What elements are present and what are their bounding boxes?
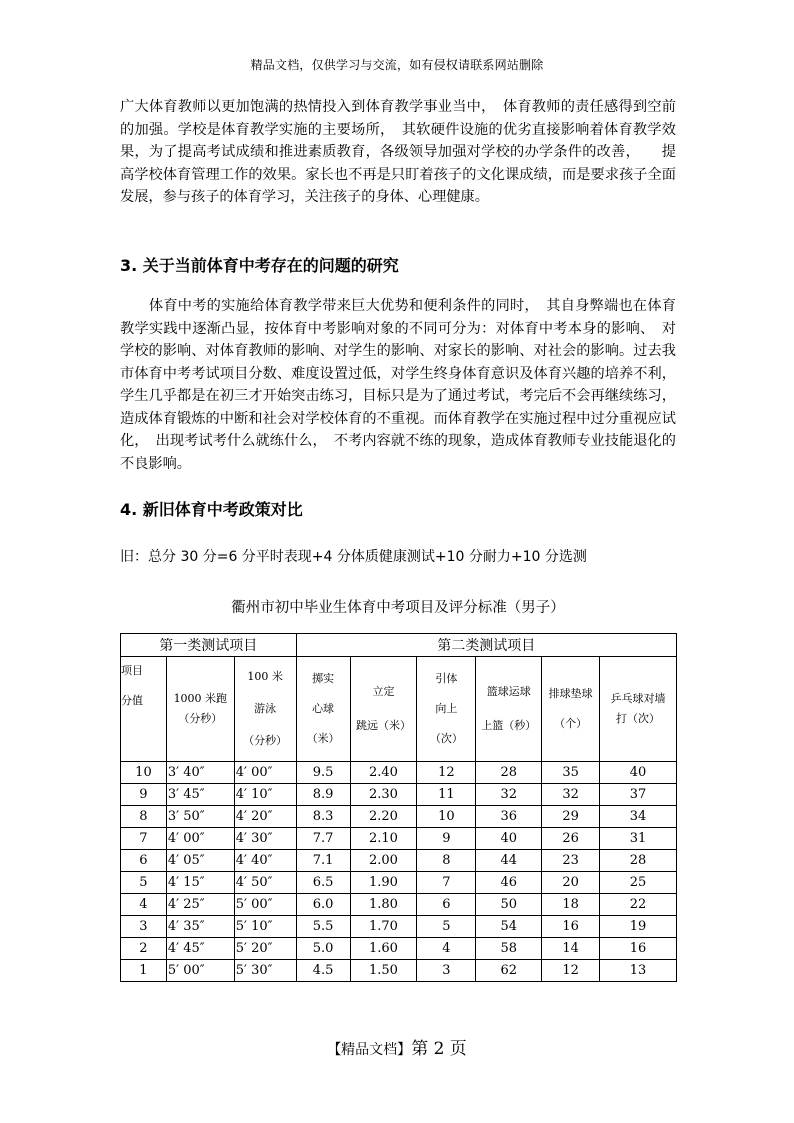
swim100-cell: 4′ 50″ bbox=[234, 872, 296, 894]
run1000-cell: 4′ 00″ bbox=[166, 828, 234, 850]
pullup-cell: 4 bbox=[417, 938, 476, 960]
pullup-cell: 6 bbox=[417, 894, 476, 916]
pullup-cell: 9 bbox=[417, 828, 476, 850]
pullup-cell: 5 bbox=[417, 916, 476, 938]
basketball-cell: 40 bbox=[476, 828, 542, 850]
pullup-label2: 向上 bbox=[435, 702, 458, 715]
pullup-label: 引体 bbox=[435, 672, 458, 685]
table-row bbox=[121, 762, 677, 784]
page-header: 精品文档，仅供学习与交流，如有侵权请联系网站删除 bbox=[250, 58, 544, 72]
table-row bbox=[121, 806, 677, 828]
score-cell: 9 bbox=[121, 784, 167, 806]
pullup-cell: 10 bbox=[417, 806, 476, 828]
basketball-cell: 58 bbox=[476, 938, 542, 960]
pingpong-unit: 打（次） bbox=[616, 712, 661, 725]
jump-cell: 2.40 bbox=[350, 762, 417, 784]
shot-label2: 心球 bbox=[312, 702, 335, 715]
group1-header: 第一类测试项目 bbox=[121, 634, 297, 657]
pullup-header bbox=[417, 657, 476, 762]
run1000-cell: 4′ 05″ bbox=[166, 850, 234, 872]
swim100-unit: （分秒） bbox=[243, 734, 288, 747]
jump-cell: 2.30 bbox=[350, 784, 417, 806]
pingpong-cell: 34 bbox=[600, 806, 677, 828]
score-cell: 4 bbox=[121, 894, 167, 916]
basketball-header bbox=[476, 657, 542, 762]
pingpong-cell: 16 bbox=[600, 938, 677, 960]
old-policy-line: 旧：总分 30 分=6 分平时表现+4 分体质健康测试+10 分耐力+10 分选测 bbox=[120, 549, 587, 565]
pingpong-label: 乒乓球对墙 bbox=[610, 692, 666, 705]
run1000-cell: 3′ 50″ bbox=[166, 806, 234, 828]
score-cell: 7 bbox=[121, 828, 167, 850]
score-label: 分值 bbox=[121, 694, 143, 707]
shot-unit: （米） bbox=[306, 732, 340, 745]
run1000-cell: 5′ 00″ bbox=[166, 960, 234, 982]
shot-cell: 6.0 bbox=[296, 894, 350, 916]
pingpong-header bbox=[600, 657, 677, 762]
table-row bbox=[121, 828, 677, 850]
shot-cell: 4.5 bbox=[296, 960, 350, 982]
basketball-cell: 46 bbox=[476, 872, 542, 894]
pingpong-cell: 22 bbox=[600, 894, 677, 916]
jump-cell: 1.50 bbox=[350, 960, 417, 982]
jump-unit: 跳远（米） bbox=[355, 719, 411, 732]
paragraph-1: 广大体育教师以更加饱满的热情投入到体育教学事业当中， 体育教师的责任感得到空前的加强。学校是体育教学实施的主要场所， 其软硬件设施的优劣直接影响着体育教学效果，为了提高考试成绩和推进素质教育，各级领导加强对学校的办学条件的改善， 提高学校体育管理工作的效果。家长也不再是只盯着孩子的文化课成绩，而是要求孩子全面发展，参与孩子的体育学习，关注孩子的身体、心理健康。 bbox=[120, 99, 676, 205]
jump-label: 立定 bbox=[372, 685, 395, 698]
shot-cell: 8.3 bbox=[296, 806, 350, 828]
swim100-cell: 4′ 10″ bbox=[234, 784, 296, 806]
run1000-cell: 3′ 40″ bbox=[166, 762, 234, 784]
score-table-body bbox=[121, 762, 677, 982]
volleyball-label: 排球垫球 bbox=[548, 687, 593, 700]
basketball-cell: 44 bbox=[476, 850, 542, 872]
pingpong-cell: 31 bbox=[600, 828, 677, 850]
shot-header bbox=[296, 657, 350, 762]
pullup-cell: 12 bbox=[417, 762, 476, 784]
pingpong-cell: 40 bbox=[600, 762, 677, 784]
volleyball-cell: 18 bbox=[542, 894, 600, 916]
basketball-cell: 50 bbox=[476, 894, 542, 916]
shot-cell: 6.5 bbox=[296, 872, 350, 894]
run1000-header bbox=[166, 657, 234, 762]
shot-cell: 8.9 bbox=[296, 784, 350, 806]
section-3-heading: 3. 关于当前体育中考存在的问题的研究 bbox=[120, 256, 399, 275]
pingpong-cell: 28 bbox=[600, 850, 677, 872]
run1000-cell: 4′ 15″ bbox=[166, 872, 234, 894]
swim100-cell: 5′ 20″ bbox=[234, 938, 296, 960]
pingpong-cell: 19 bbox=[600, 916, 677, 938]
run1000-label: 1000 米跑 bbox=[173, 692, 228, 705]
swim100-cell: 4′ 00″ bbox=[234, 762, 296, 784]
volleyball-cell: 32 bbox=[542, 784, 600, 806]
shot-cell: 9.5 bbox=[296, 762, 350, 784]
paragraph-2: 体育中考的实施给体育教学带来巨大优势和便利条件的同时， 其自身弊端也在体育教学实践中逐渐凸显，按体育中考影响对象的不同可分为：对体育中考本身的影响、 对学校的影响、对体育教师的影响、对学生的影响、对家长的影响、对社会的影响。过去我市体育中考考试项目分数、难度设置过低，对学生终身体育意识及体育兴趣的培养不利，学生几乎都是在初三才开始突击练习，目标只是为了通过考试，考完后不会再继续练习，造成体育锻炼的中断和社会对学校体育的不重视。而体育教学在实施过程中过分重视应试化， 出现考试考什么就练什么， 不考内容就不练的现象，造成体育教师专业技能退化的不良影响。 bbox=[120, 298, 676, 472]
pullup-unit: （次） bbox=[429, 732, 463, 745]
swim100-cell: 5′ 10″ bbox=[234, 916, 296, 938]
table-row bbox=[121, 784, 677, 806]
score-cell: 8 bbox=[121, 806, 167, 828]
run1000-cell: 4′ 45″ bbox=[166, 938, 234, 960]
table-row bbox=[121, 872, 677, 894]
swim100-header bbox=[234, 657, 296, 762]
footer-page-number: 第 2 页 bbox=[411, 1039, 467, 1059]
score-cell: 6 bbox=[121, 850, 167, 872]
swim100-cell: 5′ 30″ bbox=[234, 960, 296, 982]
volleyball-unit: （个） bbox=[554, 717, 588, 730]
jump-cell: 1.90 bbox=[350, 872, 417, 894]
column-header-row bbox=[121, 657, 677, 762]
run1000-cell: 4′ 35″ bbox=[166, 916, 234, 938]
shot-cell: 7.1 bbox=[296, 850, 350, 872]
jump-cell: 1.70 bbox=[350, 916, 417, 938]
pullup-cell: 11 bbox=[417, 784, 476, 806]
jump-cell: 1.80 bbox=[350, 894, 417, 916]
score-cell: 2 bbox=[121, 938, 167, 960]
basketball-cell: 54 bbox=[476, 916, 542, 938]
volleyball-cell: 12 bbox=[542, 960, 600, 982]
pingpong-cell: 25 bbox=[600, 872, 677, 894]
score-cell: 10 bbox=[121, 762, 167, 784]
shot-cell: 5.0 bbox=[296, 938, 350, 960]
shot-cell: 7.7 bbox=[296, 828, 350, 850]
swim100-cell: 4′ 30″ bbox=[234, 828, 296, 850]
shot-label: 掷实 bbox=[312, 672, 335, 685]
score-cell: 1 bbox=[121, 960, 167, 982]
score-table bbox=[120, 633, 677, 982]
table-row bbox=[121, 960, 677, 982]
table-row bbox=[121, 894, 677, 916]
swim100-label: 100 米 bbox=[247, 670, 283, 683]
basketball-cell: 62 bbox=[476, 960, 542, 982]
volleyball-header bbox=[542, 657, 600, 762]
run1000-cell: 3′ 45″ bbox=[166, 784, 234, 806]
volleyball-cell: 26 bbox=[542, 828, 600, 850]
page-footer bbox=[0, 1034, 794, 1059]
volleyball-cell: 35 bbox=[542, 762, 600, 784]
jump-cell: 1.60 bbox=[350, 938, 417, 960]
section-4-heading: 4. 新旧体育中考政策对比 bbox=[120, 500, 303, 519]
volleyball-cell: 29 bbox=[542, 806, 600, 828]
item-label: 项目 bbox=[121, 664, 143, 677]
basketball-label: 篮球运球 bbox=[486, 685, 531, 698]
pullup-cell: 8 bbox=[417, 850, 476, 872]
swim100-cell: 4′ 20″ bbox=[234, 806, 296, 828]
swim100-label2: 游泳 bbox=[254, 702, 277, 715]
table-row bbox=[121, 850, 677, 872]
swim100-cell: 5′ 00″ bbox=[234, 894, 296, 916]
item-score-header bbox=[121, 657, 167, 762]
basketball-unit: 上篮（秒） bbox=[481, 719, 537, 732]
score-cell: 5 bbox=[121, 872, 167, 894]
swim100-cell: 4′ 40″ bbox=[234, 850, 296, 872]
basketball-cell: 32 bbox=[476, 784, 542, 806]
jump-cell: 2.20 bbox=[350, 806, 417, 828]
group-header-row bbox=[121, 634, 677, 657]
pullup-cell: 7 bbox=[417, 872, 476, 894]
volleyball-cell: 14 bbox=[542, 938, 600, 960]
jump-cell: 2.10 bbox=[350, 828, 417, 850]
pullup-cell: 3 bbox=[417, 960, 476, 982]
jump-cell: 2.00 bbox=[350, 850, 417, 872]
pingpong-cell: 37 bbox=[600, 784, 677, 806]
basketball-cell: 28 bbox=[476, 762, 542, 784]
table-row bbox=[121, 916, 677, 938]
volleyball-cell: 20 bbox=[542, 872, 600, 894]
group2-header: 第二类测试项目 bbox=[296, 634, 676, 657]
volleyball-cell: 16 bbox=[542, 916, 600, 938]
footer-tag: 【精品文档】 bbox=[327, 1042, 412, 1058]
volleyball-cell: 23 bbox=[542, 850, 600, 872]
pingpong-cell: 13 bbox=[600, 960, 677, 982]
table-row bbox=[121, 938, 677, 960]
run1000-unit: （分秒） bbox=[178, 712, 223, 725]
jump-header bbox=[350, 657, 417, 762]
run1000-cell: 4′ 25″ bbox=[166, 894, 234, 916]
score-cell: 3 bbox=[121, 916, 167, 938]
shot-cell: 5.5 bbox=[296, 916, 350, 938]
table-caption: 衢州市初中毕业生体育中考项目及评分标准（男子） bbox=[231, 600, 565, 616]
basketball-cell: 36 bbox=[476, 806, 542, 828]
